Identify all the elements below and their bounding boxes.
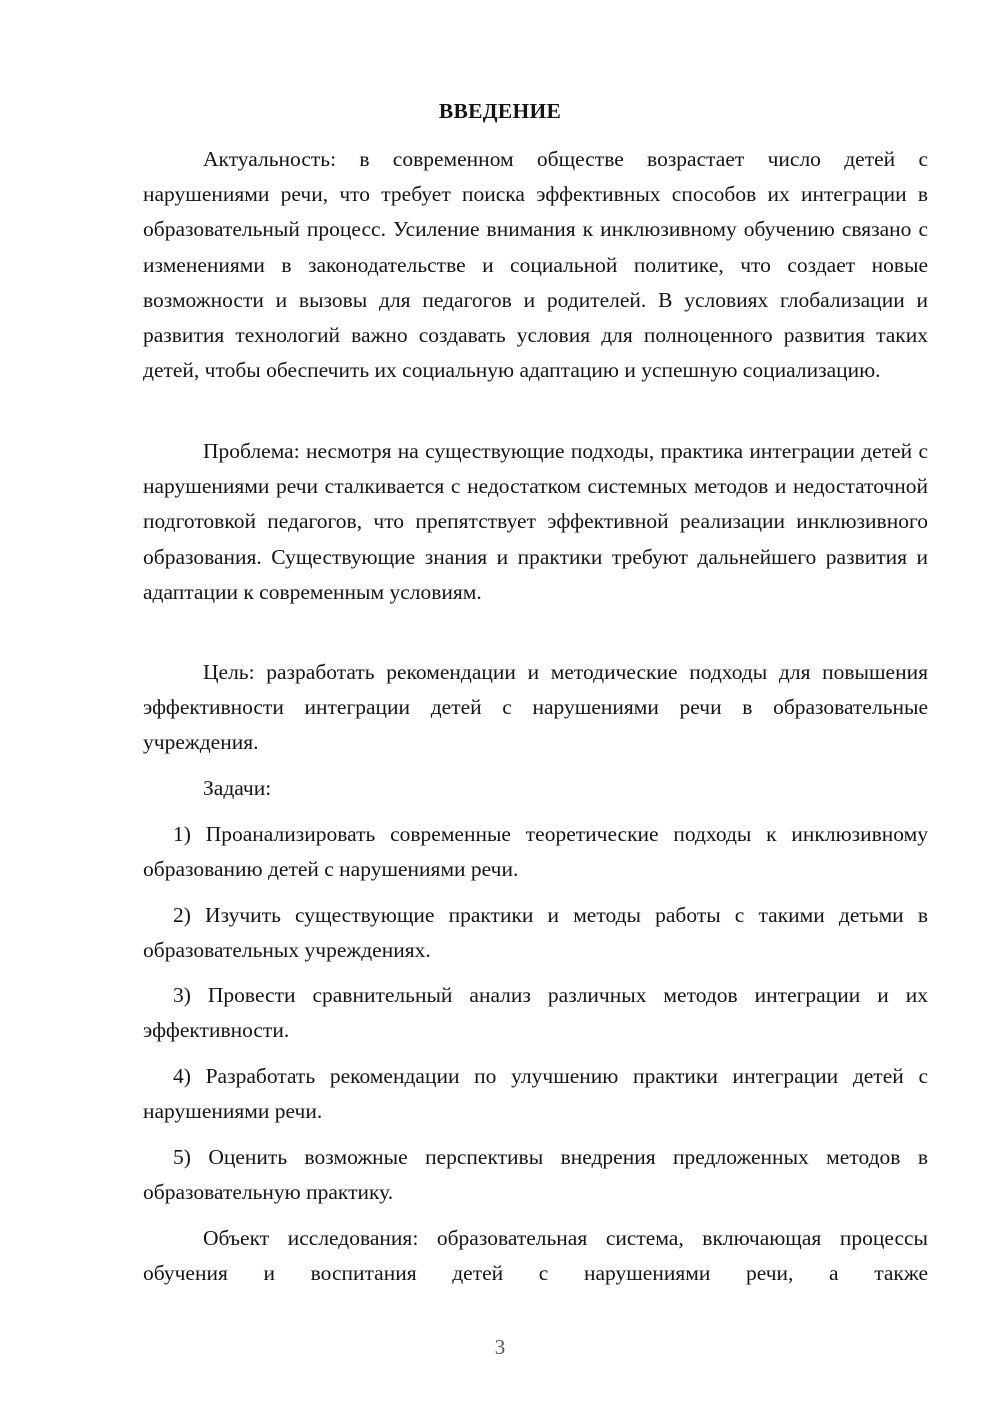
paragraph-object: Объект исследования: образовательная система, включающая процессы обучения и воспитания детей с нарушениями речи, а также xyxy=(143,1226,928,1286)
task-item-3: 3) Провести сравнительный анализ различных методов интеграции и их эффективности. xyxy=(143,983,928,1043)
page-title: ВВЕДЕНИЕ xyxy=(438,99,562,123)
task-item-4: 4) Разработать рекомендации по улучшению практики интеграции детей с нарушениями речи. xyxy=(143,1064,928,1124)
task-item-2: 2) Изучить существующие практики и методы работы с такими детьми в образовательных учреждениях. xyxy=(143,903,928,963)
task-item-1: 1) Проанализировать современные теоретические подходы к инклюзивному образованию детей с нарушениями речи. xyxy=(143,822,928,882)
paragraph-relevance: Актуальность: в современном обществе возрастает число детей с нарушениями речи, что требует поиска эффективных способов их интеграции в образовательный процесс. Усиление внимания к инклюзивному обучению связано с изменениями в законодательстве и социальной политике, что создает новые возможности и вызовы для педагогов и родителей. В условиях глобализации и развития технологий важно создавать условия для полноценного развития таких детей, чтобы обеспечить их социальную адаптацию и успешную социализацию. xyxy=(143,147,928,383)
task-item-5: 5) Оценить возможные перспективы внедрения предложенных методов в образовательную практику. xyxy=(143,1145,928,1205)
tasks-label: Задачи: xyxy=(203,776,272,800)
page-number: 3 xyxy=(494,1335,506,1359)
paragraph-problem: Проблема: несмотря на существующие подходы, практика интеграции детей с нарушениями речи сталкивается с недостатком системных методов и недостаточной подготовкой педагогов, что препятствует эффективной реализации инклюзивного образования. Существующие знания и практики требуют дальнейшего развития и адаптации к современным условиям. xyxy=(143,439,928,604)
paragraph-goal: Цель: разработать рекомендации и методические подходы для повышения эффективности интеграции детей с нарушениями речи в образовательные учреждения. xyxy=(143,660,928,755)
